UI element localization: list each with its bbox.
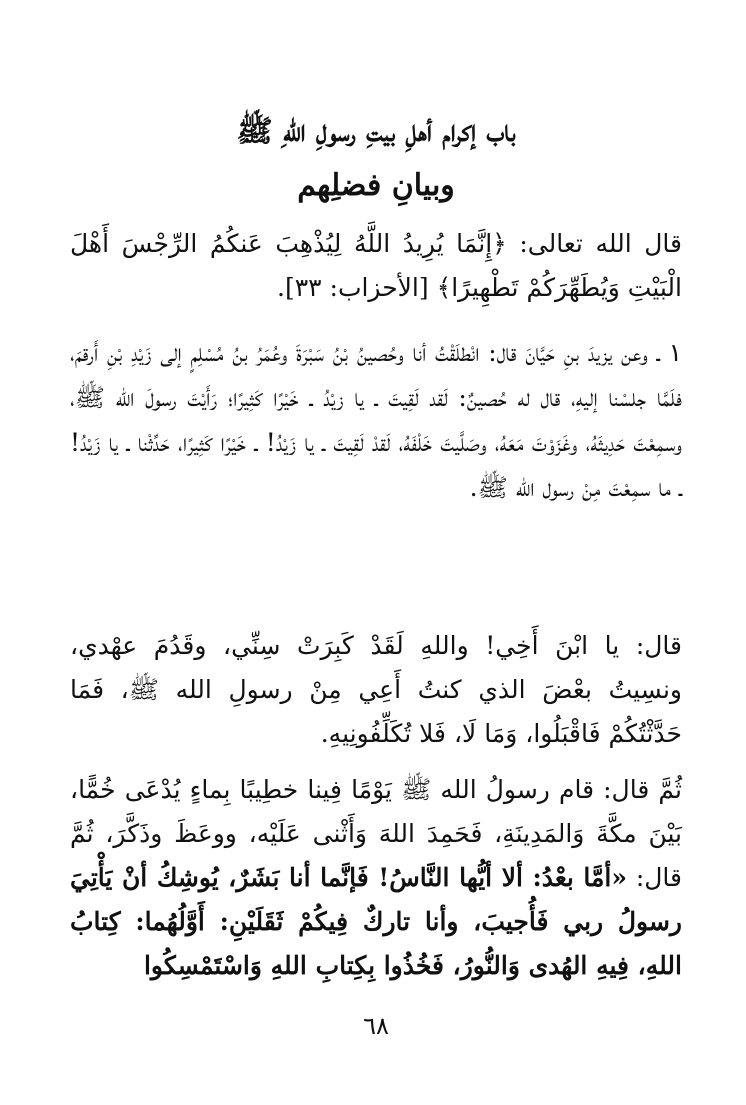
hadith-paragraph-3 <box>70 768 682 988</box>
page-number: ٦٨ <box>363 1012 389 1040</box>
book-page <box>70 0 682 1105</box>
quran-verse-paragraph: قال الله تعالى: ﴿إِنَّمَا يُرِيدُ اللَّهُ لِيُذْهِبَ عَنكُمُ الرِّجْسَ أَهْلَ الْبَيْتِ وَيُطَهِّرَكُمْ تَطْهِيرًا﴾ [الأحزاب: ٣٣]. <box>70 229 682 302</box>
hadith-paragraph-3-quote: «أمَّا بعْدُ: ألا أيُّها النَّاسُ! فَإنَّما أنا بَشَرٌ، يُوشِكُ أنْ يَأْتِيَ رسولُ ربي فَأُجيبَ، وأنا تاركٌ فِيكُمْ ثَقَلَيْنِ: أَوَّلُهُما: كِتابُ اللهِ، فِيهِ الهُدى وَالنُّورُ، فَخُذُوا بِكِتابِ اللهِ وَاسْتَمْسِكُوا <box>70 863 682 980</box>
chapter-title-line-2: وبيانِ فضلِهم <box>297 168 455 203</box>
hadith-paragraph-1: ١ ـ وعن يزيدَ بنِ حَيَّانَ قال: انْطلَقْتُ أنا وحُصينُ بْنُ سَبْرَةَ وعُمَرُ بنُ مُسْلِمٍ إلى زَيْدِ بْنِ أَرقمَ، فلَمَّا جلسْنا إليهِ، قال له حُصينٌ: لَقد لَقِيتَ ـ يا زيْدُ ـ خَيْرًا كَثِيرًا؛ رَأَيْتَ رسولَ الله ﷺ، وسمِعْتَ حَدِيثَهُ، وغَزَوْتَ مَعَهُ، وصَلَّيتَ خَلْفَهُ، لَقدْ لَقِيتَ ـ يا زَيْدُ! ـ خَيْرًا كَثِيرًا، حَدِّثْنا ـ يا زَيْدُ! ـ ما سمِعْتَ مِنْ رسول الله ﷺ. <box>70 338 682 502</box>
hadith-paragraph-3-intro: ثُمَّ قال: قام رسولُ الله ﷺ يَوْمًا فِينا خطِيبًا بِماءٍ يُدْعَى خُمًّا، بَيْنَ مكَّةَ وَالمَدِينَةِ، فَحَمِدَ اللهَ وَأَثْنى عَلَيْه، ووعَظَ وذَكَّرَ، ثُمَّ قال: <box>70 775 682 892</box>
hadith-paragraph-2: قال: يا ابْنَ أَخِي! واللهِ لَقَدْ كَبِرَتْ سِنِّي، وقَدُمَ عهْدي، ونسِيتُ بعْضَ الذي كنتُ أَعِي مِنْ رسولِ الله ﷺ، فَمَا حَدَّثْتُكُمْ فَاقْبَلُوا، وَمَا لَا، فَلا تُكَلِّفُونِيهِ. <box>70 631 682 748</box>
chapter-title-line-1: باب إكرام أهلِ بيتِ رسولِ اللهِ ﷺ <box>236 114 516 149</box>
